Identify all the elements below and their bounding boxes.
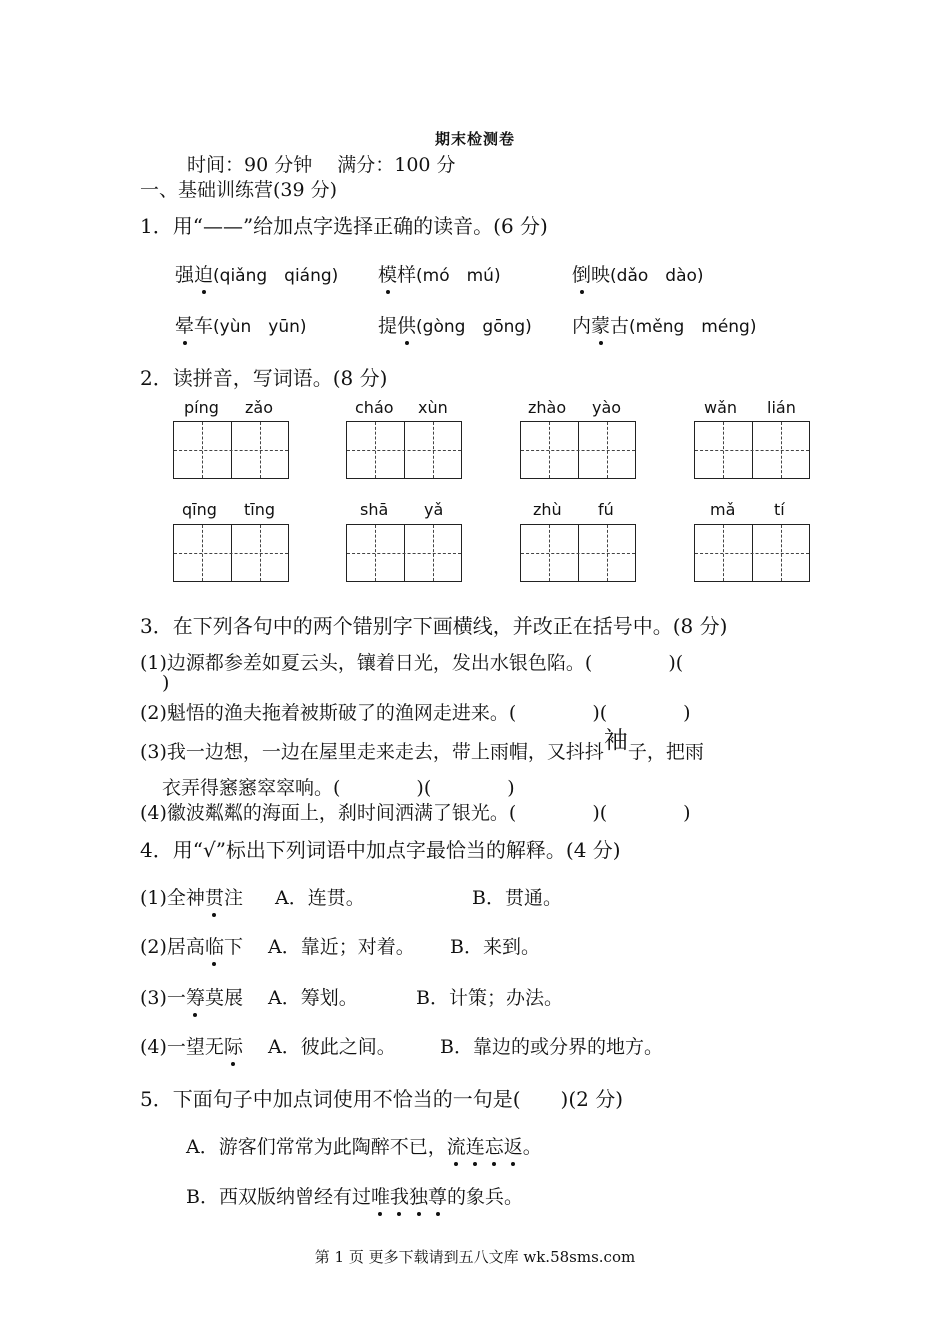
pinyin-label: lián [767, 398, 796, 417]
q1-item: 倒映(dǎo dào) [572, 260, 704, 287]
page-title: 期末检测卷 [434, 130, 515, 148]
q1-item: 提供(gòng gōng) [378, 311, 532, 338]
pinyin-label: xùn [418, 398, 448, 417]
q1-prompt: 1．用“——”给加点字选择正确的读音。(6 分) [140, 214, 548, 238]
q5-option-a: A．游客们常常为此陶醉不已，流连忘返。 [186, 1132, 542, 1159]
dotted-char: 际 [224, 1032, 243, 1059]
writing-grid[interactable] [694, 421, 810, 479]
writing-grid[interactable] [520, 524, 636, 582]
page-footer: 第 1 页 更多下载请到五八文库 wk.58sms.com [314, 1248, 636, 1266]
dotted-char: 临 [205, 932, 224, 959]
pinyin-label: píng [184, 398, 219, 417]
q1-item: 强迫(qiǎng qiáng) [175, 260, 338, 287]
section-heading: 一、基础训练营(39 分) [140, 179, 338, 201]
q4-option-b: B．来到。 [450, 936, 540, 958]
pinyin-label: mǎ [710, 500, 736, 519]
q5-prompt: 5．下面句子中加点词使用不恰当的一句是( )(2 分) [140, 1087, 624, 1111]
q4-item: (4)一望无际 [140, 1032, 243, 1059]
pinyin-label: shā [360, 500, 389, 519]
q3-sentence-3: (3)我一边想，一边在屋里走来走去，带上雨帽，又抖抖袖子，把雨 [140, 726, 704, 763]
q1-item: 晕车(yùn yūn) [175, 311, 307, 338]
q3-sentence-2: (2)魁悟的渔夫拖着被斯破了的渔网走进来。( )( ) [140, 702, 691, 724]
dotted-char: 晕 [175, 311, 194, 338]
pinyin-label: qīng [182, 500, 217, 519]
pinyin-label: yǎ [424, 500, 444, 519]
q4-option-a: A．靠近；对着。 [268, 936, 415, 958]
q3-sentence-3-cont: 衣弄得窸窸窣窣响。( )( ) [162, 777, 515, 799]
pinyin-label: tí [774, 500, 785, 519]
q4-option-b: B．计策；办法。 [416, 987, 563, 1009]
q4-item: (1)全神贯注 [140, 883, 243, 910]
q4-option-b: B．贯通。 [472, 887, 562, 909]
writing-grid[interactable] [520, 421, 636, 479]
pinyin-label: zhù [533, 500, 562, 519]
q3-sentence-1-cont: ) [162, 672, 170, 694]
dotted-char: 筹 [186, 983, 205, 1010]
q1-item: 内蒙古(měng méng) [572, 311, 756, 338]
pinyin-label: fú [598, 500, 614, 519]
q4-item: (3)一筹莫展 [140, 983, 243, 1010]
q4-option-a: A．筹划。 [268, 987, 358, 1009]
q4-option-b: B．靠边的或分界的地方。 [440, 1036, 663, 1058]
pinyin-label: zǎo [245, 398, 273, 417]
writing-grid[interactable] [694, 524, 810, 582]
dotted-char: 迫 [194, 260, 213, 287]
dotted-char: 倒 [572, 260, 591, 287]
writing-grid[interactable] [173, 524, 289, 582]
writing-grid[interactable] [173, 421, 289, 479]
q4-option-a: A．连贯。 [275, 887, 365, 909]
dotted-char: 蒙 [591, 311, 610, 338]
q4-option-a: A．彼此之间。 [268, 1036, 396, 1058]
q3-sentence-1: (1)边源都参差如夏云头，镶着日光，发出水银色陷。( )( [140, 652, 684, 674]
q2-prompt: 2．读拼音，写词语。(8 分) [140, 366, 388, 390]
pinyin-label: wǎn [704, 398, 738, 417]
q3-prompt: 3．在下列各句中的两个错别字下画横线，并改正在括号中。(8 分) [140, 614, 728, 638]
dotted-char: 贯 [205, 883, 224, 910]
q5-option-b: B．西双版纳曾经有过唯我独尊的象兵。 [186, 1182, 523, 1209]
q4-prompt: 4．用“√”标出下列词语中加点字最恰当的解释。(4 分) [140, 838, 621, 862]
q3-sentence-4: (4)徽波粼粼的海面上，刹时间洒满了银光。( )( ) [140, 802, 691, 824]
pinyin-label: tīng [244, 500, 276, 519]
pinyin-label: yào [592, 398, 622, 417]
q4-item: (2)居高临下 [140, 932, 243, 959]
writing-grid[interactable] [346, 524, 462, 582]
writing-grid[interactable] [346, 421, 462, 479]
time-score-info: 时间：90 分钟 满分：100 分 [187, 154, 456, 176]
pinyin-label: zhào [528, 398, 567, 417]
dotted-char: 供 [397, 311, 416, 338]
q1-item: 模样(mó mú) [378, 260, 501, 287]
dotted-char: 模 [378, 260, 397, 287]
pinyin-label: cháo [355, 398, 394, 417]
